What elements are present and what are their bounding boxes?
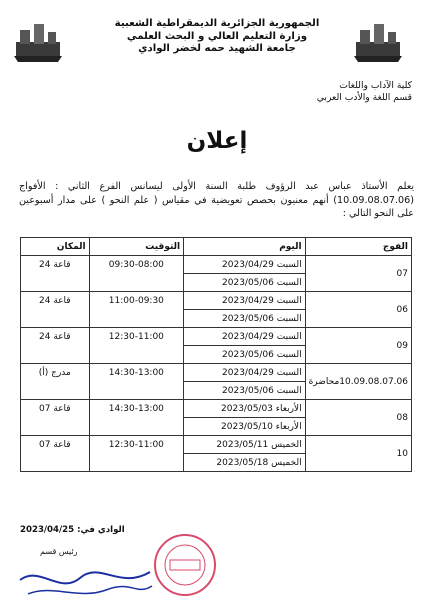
announcement-body: يعلم الأستاذ عباس عبد الرؤوف طلبة السنة الأولى ليسانس الفرع الثاني : الأفواج (10.09.08.07.06) أنهم معنيون بحصص تعويضية في مقياس ( علم النحو ) على مدار أسبوعين على النحو التالي : xyxy=(19,181,414,219)
day-cell: الأربعاء 2023/05/03 xyxy=(184,400,305,418)
place-cell-empty xyxy=(21,418,90,436)
time-cell: 14:30-13:00 xyxy=(89,364,184,382)
place-cell: قاعة 07 xyxy=(21,400,90,418)
place-cell: قاعة 07 xyxy=(21,436,90,454)
group-cell: 09 xyxy=(305,328,411,364)
letterhead xyxy=(0,16,434,78)
schedule-body xyxy=(21,256,412,472)
university-line: جامعة الشهيد حمه لخضر الوادي xyxy=(138,43,296,54)
time-cell: 12:30-11:00 xyxy=(89,436,184,454)
day-cell: السبت 2023/05/06 xyxy=(184,274,305,292)
time-cell: 14:30-13:00 xyxy=(89,400,184,418)
day-cell: الخميس 2023/05/11 xyxy=(184,436,305,454)
announcement-title: إعلان xyxy=(186,128,248,154)
time-cell-empty xyxy=(89,310,184,328)
group-cell: 10.09.08.07.06محاضرة xyxy=(305,364,411,400)
place-cell-empty xyxy=(21,274,90,292)
day-cell: الخميس 2023/05/18 xyxy=(184,454,305,472)
header-group: الفوج xyxy=(305,238,411,256)
day-cell: السبت 2023/04/29 xyxy=(184,364,305,382)
header-day: اليوم xyxy=(184,238,305,256)
group-cell: 06 xyxy=(305,292,411,328)
university-logo-left xyxy=(10,18,66,64)
time-cell-empty xyxy=(89,346,184,364)
day-cell: السبت 2023/05/06 xyxy=(184,382,305,400)
time-cell-empty xyxy=(89,382,184,400)
day-cell: السبت 2023/05/06 xyxy=(184,346,305,364)
table-row xyxy=(21,364,412,382)
place-cell: قاعة 24 xyxy=(21,256,90,274)
time-cell: 09:30-08:00 xyxy=(89,256,184,274)
group-cell: 10 xyxy=(305,436,411,472)
time-cell-empty xyxy=(89,454,184,472)
faculty-block xyxy=(317,80,412,104)
header-time: التوقيت xyxy=(89,238,184,256)
day-cell: السبت 2023/04/29 xyxy=(184,256,305,274)
day-cell: السبت 2023/04/29 xyxy=(184,292,305,310)
table-row xyxy=(21,292,412,310)
department-name: قسم اللغة والأدب العربي xyxy=(316,92,412,103)
time-cell: 11:00-09:30 xyxy=(89,292,184,310)
head-signature xyxy=(10,560,160,606)
time-cell-empty xyxy=(89,274,184,292)
department-stamp xyxy=(150,530,220,600)
place-cell: قاعة 24 xyxy=(21,328,90,346)
place-cell-empty xyxy=(21,454,90,472)
schedule-table xyxy=(20,237,412,472)
table-header-row xyxy=(21,238,412,256)
group-cell: 08 xyxy=(305,400,411,436)
ministry-line: وزارة التعليم العالي و البحث العلمي xyxy=(126,30,308,42)
university-logo-right xyxy=(350,18,406,64)
place-cell-empty xyxy=(21,346,90,364)
table-row xyxy=(21,328,412,346)
signature-date: الوادي في: 2023/04/25 xyxy=(20,525,125,535)
letterhead-text xyxy=(90,18,344,56)
time-cell-empty xyxy=(89,418,184,436)
faculty-name: كلية الآداب واللغات xyxy=(339,80,412,91)
group-cell: 07 xyxy=(305,256,411,292)
place-cell: قاعة 24 xyxy=(21,292,90,310)
day-cell: السبت 2023/04/29 xyxy=(184,328,305,346)
header-place: المكان xyxy=(21,238,90,256)
place-cell-empty xyxy=(21,382,90,400)
table-row xyxy=(21,400,412,418)
day-cell: السبت 2023/05/06 xyxy=(184,310,305,328)
place-cell-empty xyxy=(21,310,90,328)
time-cell: 12:30-11:00 xyxy=(89,328,184,346)
table-row xyxy=(21,256,412,274)
table-row xyxy=(21,436,412,454)
day-cell: الأربعاء 2023/05/10 xyxy=(184,418,305,436)
place-cell: مدرج (أ) xyxy=(21,364,90,382)
signature-title: رئيس قسم xyxy=(40,547,78,556)
republic-line: الجمهورية الجزائرية الديمقراطية الشعبية xyxy=(114,18,320,29)
